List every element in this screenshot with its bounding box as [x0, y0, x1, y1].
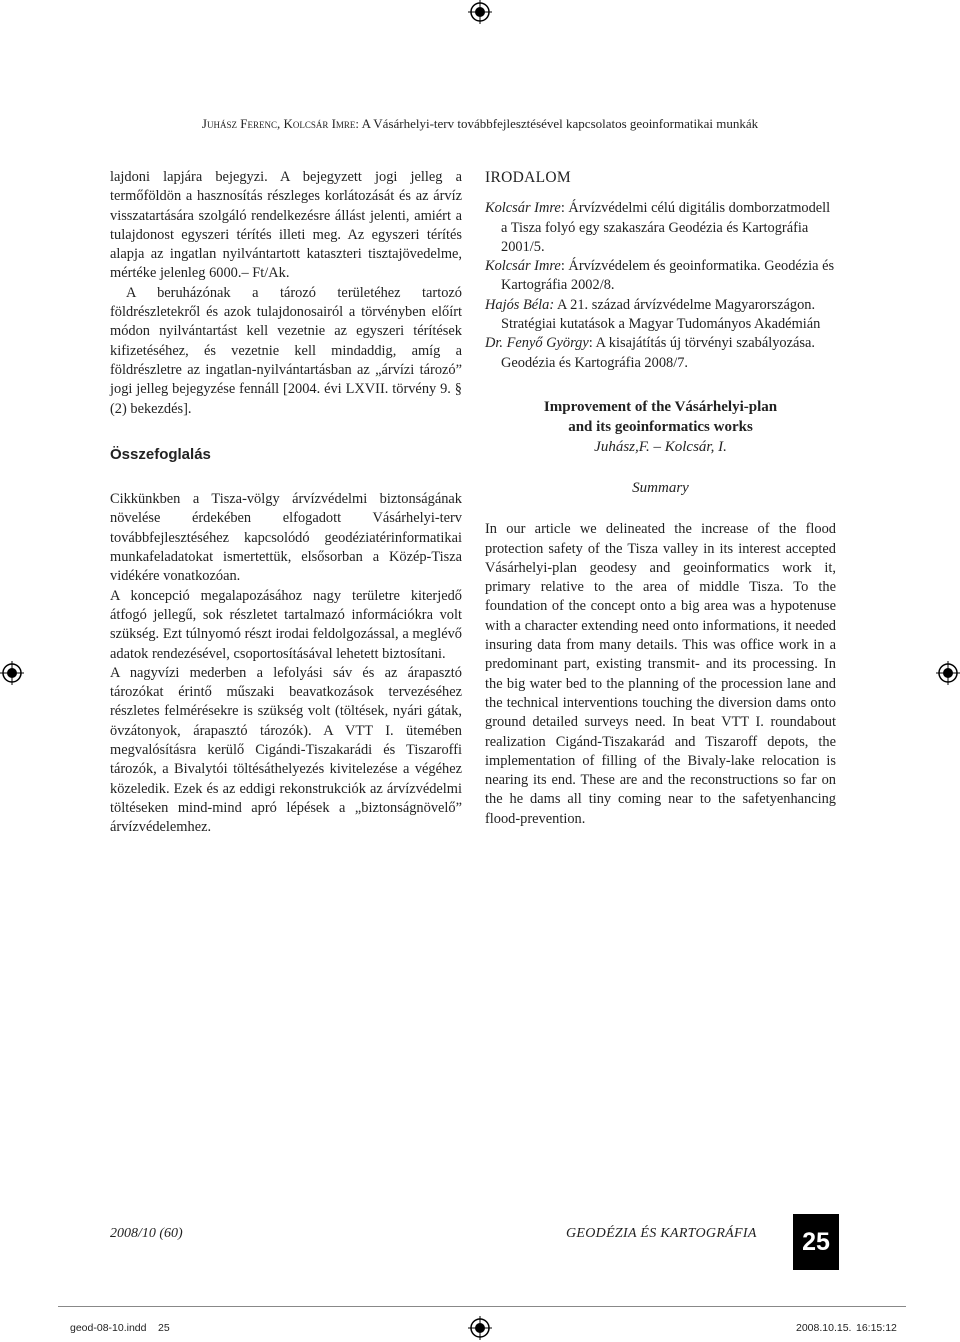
left-column [110, 168, 462, 838]
references-heading: IRODALOM [485, 169, 571, 186]
summary-paragraph: Cikkünkben a Tisza-völgy árvízvédelmi biztonságának növelése érdekében elfogadott Vásárhelyi-terv továbbfejlesztéséhez kapcsolódó geodéziatérinformatikai munkafeladatokat ismertettük, elsősorban a Közép-Tisza vidékére vonatkozóan. [110, 491, 462, 585]
header-authors: Juhász Ferenc, Kolcsár Imre: [201, 116, 360, 131]
reference-text: A kisajátítás új törvényi szabályozása. Geodézia és Kartográfia 2008/7. [501, 335, 815, 371]
footer-issue: 2008/10 (60) [110, 1226, 183, 1241]
reference-separator: : [560, 258, 569, 275]
english-title-line: Improvement of the Vásárhelyi-plan [543, 398, 778, 415]
reference-item [485, 296, 836, 335]
reference-author: Dr. Fenyő György [485, 335, 589, 352]
registration-mark-top-icon [468, 0, 492, 24]
registration-mark-right-icon [936, 661, 960, 685]
body-paragraph: A beruházónak a tározó területéhez tartozó földrészletekről és azok tulajdonosairól a törvényben előírt módon nyilvántartást kell vezetnie az egyszeri térítések kifizetéséhez, és vezetnie kell mindaddig, amíg a földrészletre az ingatlan-nyilvántartásban az „árvízi tározó” jogi jelleg bejegyzése fennáll [2004. évi LXVII. törvény 9. § (2) bekezdés]. [110, 284, 462, 417]
registration-mark-bottom-icon [468, 1316, 492, 1340]
right-column [485, 168, 836, 829]
reference-separator: : [588, 335, 596, 352]
reference-separator: : [560, 200, 569, 217]
reference-text: Árvízvédelem és geoinformatika. Geodézia és Kartográfia 2002/8. [501, 258, 835, 294]
reference-author: Kolcsár Imre [485, 258, 561, 275]
body-paragraph: lajdoni lapjára bejegyzi. A bejegyzett jogi jelleg a termőföldön a hasznosítás részleges korlátozását és az árvíz visszatartására szolgáló rendelkezésre állást jelenti, amiért a tulajdonost egyszeri térítés illeti meg. Az egyszeri térítés alapja az ingatlan nyilvántartott kataszteri tisztajövedelme, mértéke jelenleg 6000.– Ft/Ak. [110, 169, 462, 282]
footer-journal-name: GEODÉZIA ÉS KARTOGRÁFIA [566, 1226, 757, 1241]
slug-page: 25 [158, 1322, 170, 1334]
reference-text: Árvízvédelmi célú digitális domborzatmodell a Tisza folyó egy szakaszára Geodézia és Kartográfia 2001/5. [501, 200, 831, 255]
reference-item [485, 199, 836, 257]
english-summary-text: In our article we delineated the increase of the flood protection safety of the Tisza valley in its interest accepted Vásárhelyi-plan geodesy and geoinformatics work it, primary relative to the area of middle Tisza. To the foundation of the concept onto a big area was a hypotenuse with a character extending need onto informations, it needed insuring data from many details. This was office work in a predominant part, existing transmit- and its processing. In the big water bed to the planning of the procession lane and the technical interventions touching the diversion dams onto ground detailed surveys need. In beat VTT I. roundabout realization Cigánd-Tiszakarád and Tiszaroff depots, the implementation of filling of the Bivaly-lake relocation is nearing its end. These are and the reconstructions so far on the he dams all tiny coming near to the safetyenhancing flood-prevention. [485, 521, 836, 827]
slug-date: 2008.10.15. [796, 1322, 852, 1334]
running-header [110, 116, 850, 132]
reference-author: Kolcsár Imre [485, 200, 561, 217]
english-title [485, 397, 836, 437]
reference-text: A 21. század árvízvédelme Magyarországon. Stratégiai kutatások a Magyar Tudományos Akadémián [501, 296, 821, 333]
english-summary-label: Summary [632, 479, 689, 496]
english-authors: Juhász,F. – Kolcsár, I. [594, 438, 727, 455]
registration-mark-left-icon [0, 661, 24, 685]
reference-author: Hajós Béla: [485, 296, 555, 313]
reference-item [485, 257, 836, 296]
page-number: 25 [793, 1214, 839, 1270]
english-title-line: and its geoinformatics works [568, 418, 753, 435]
summary-heading: Összefoglalás [110, 445, 211, 463]
summary-paragraph: A koncepció megalapozásához nagy területre kiterjedő átfogó jellegű, sok részletet tartalmazó információkra volt szükség. Ezt túlnyomó részt irodai feldolgozással, a meglévő adatok rendezésével, csoportosításával lehetett biztosítani. [110, 587, 462, 662]
summary-paragraph: A nagyvízi mederben a lefolyási sáv és az árapasztó tározókat érintő műszaki beavatkozások tervezéséhez részletes felmérésekre is szükség volt (töltések, nyári gátak, övzátonyok, árapasztó tározók). A VTT I. ütemében megvalósításra kerülő Cigándi-Tiszakarádi és Tiszaroffi tározók, a Bivalytói töltésáthelyezés kivitelezése a végéhez közeledik. Ezek és az eddigi rekonstrukciók az árvízvédelmi töltéseken mind-mind apró lépések a „biztonságnövelő” árvízvédelemhez. [110, 664, 462, 836]
slug-filename: geod-08-10.indd [70, 1322, 147, 1334]
slug-divider [58, 1306, 906, 1307]
reference-item [485, 334, 836, 373]
slug-time: 16:15:12 [856, 1322, 897, 1334]
header-title: A Vásárhelyi-terv továbbfejlesztésével kapcsolatos geoinformatikai munkák [361, 116, 759, 131]
